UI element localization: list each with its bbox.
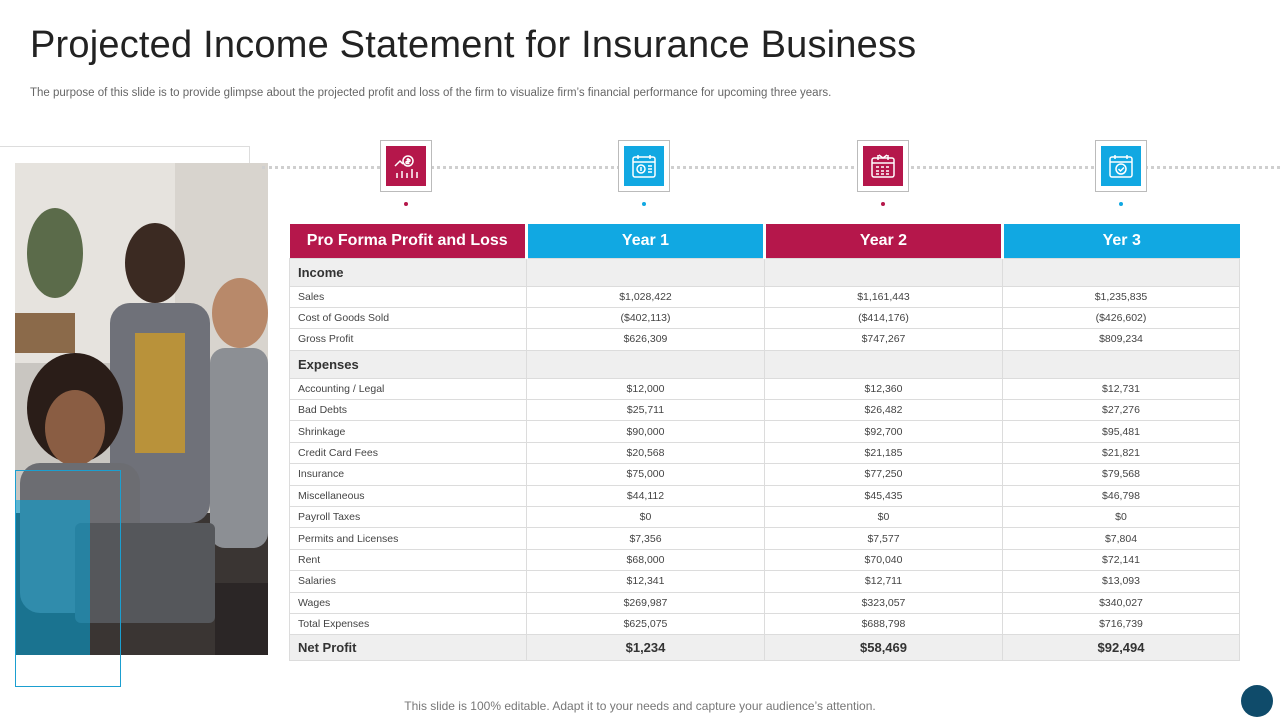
- header-year-3: Yer 3: [1003, 224, 1240, 258]
- timeline-dot-1: [404, 202, 408, 206]
- header-year-1: Year 1: [527, 224, 765, 258]
- timeline-dot-4: [1119, 202, 1123, 206]
- cell-year-2: $323,057: [765, 592, 1003, 613]
- cell-year-1: $12,341: [527, 571, 765, 592]
- cell-year-3: $0: [1003, 507, 1240, 528]
- cell-year-3: $72,141: [1003, 549, 1240, 570]
- table-row: [290, 485, 1240, 506]
- cell-year-1: $1,028,422: [527, 286, 765, 307]
- cell-year-2: $12,711: [765, 571, 1003, 592]
- row-label: Gross Profit: [290, 329, 527, 350]
- cell-year-3: $809,234: [1003, 329, 1240, 350]
- section-label: Expenses: [290, 350, 527, 378]
- table-row: [290, 571, 1240, 592]
- page-title: Projected Income Statement for Insurance Business: [30, 24, 917, 66]
- row-label: Bad Debts: [290, 400, 527, 421]
- cell-year-1: $7,356: [527, 528, 765, 549]
- row-label: Accounting / Legal: [290, 378, 527, 399]
- net-profit-label: Net Profit: [290, 635, 527, 661]
- table-row: [290, 400, 1240, 421]
- profit-loss-table: [289, 224, 1240, 661]
- table-row: [290, 464, 1240, 485]
- photo-accent-frame: [15, 470, 121, 687]
- row-label: Salaries: [290, 571, 527, 592]
- table-row: [290, 507, 1240, 528]
- row-label: Insurance: [290, 464, 527, 485]
- cell-year-2: $747,267: [765, 329, 1003, 350]
- table-row: [290, 442, 1240, 463]
- cell-year-1: $12,000: [527, 378, 765, 399]
- table-row: [290, 528, 1240, 549]
- cell-year-3: $340,027: [1003, 592, 1240, 613]
- cell-year-1: $0: [527, 507, 765, 528]
- cell-year-1: $68,000: [527, 549, 765, 570]
- net-profit-year-2: $58,469: [765, 635, 1003, 661]
- cell-year-3: $79,568: [1003, 464, 1240, 485]
- net-profit-row: [290, 635, 1240, 661]
- timeline-dot-2: [642, 202, 646, 206]
- cell-year-1: $20,568: [527, 442, 765, 463]
- row-label: Credit Card Fees: [290, 442, 527, 463]
- table-row: [290, 286, 1240, 307]
- table-row: [290, 307, 1240, 328]
- cell-year-1: $90,000: [527, 421, 765, 442]
- row-label: Rent: [290, 549, 527, 570]
- row-label: Shrinkage: [290, 421, 527, 442]
- icon-box-3: [857, 140, 909, 192]
- section-label: Income: [290, 258, 527, 286]
- money-growth-icon: [386, 146, 426, 186]
- cell-year-3: $46,798: [1003, 485, 1240, 506]
- cell-year-2: $70,040: [765, 549, 1003, 570]
- row-label: Payroll Taxes: [290, 507, 527, 528]
- cell-year-2: ($414,176): [765, 307, 1003, 328]
- cell-year-3: $21,821: [1003, 442, 1240, 463]
- table-row: [290, 592, 1240, 613]
- header-pro-forma: Pro Forma Profit and Loss: [290, 224, 527, 258]
- table-row: [290, 421, 1240, 442]
- icon-box-4: [1095, 140, 1147, 192]
- table-row: [290, 549, 1240, 570]
- cell-year-2: $688,798: [765, 613, 1003, 634]
- row-label: Cost of Goods Sold: [290, 307, 527, 328]
- table-row: [290, 378, 1240, 399]
- icon-box-1: [380, 140, 432, 192]
- page-subtitle: The purpose of this slide is to provide glimpse about the projected profit and loss of the firm to visualize firm’s financial performance for upcoming three years.: [30, 87, 832, 99]
- cell-year-1: $269,987: [527, 592, 765, 613]
- cell-year-1: $25,711: [527, 400, 765, 421]
- cell-year-2: $12,360: [765, 378, 1003, 399]
- calendar-grid-icon: [863, 146, 903, 186]
- cell-year-2: $77,250: [765, 464, 1003, 485]
- net-profit-year-1: $1,234: [527, 635, 765, 661]
- row-label: Wages: [290, 592, 527, 613]
- net-profit-year-3: $92,494: [1003, 635, 1240, 661]
- footer-note: This slide is 100% editable. Adapt it to your needs and capture your audience’s attention.: [404, 699, 876, 713]
- section-row-expenses: [290, 350, 1240, 378]
- cell-year-2: $0: [765, 507, 1003, 528]
- cell-year-2: $92,700: [765, 421, 1003, 442]
- table-header-row: [290, 224, 1240, 258]
- cell-year-1: $75,000: [527, 464, 765, 485]
- cell-year-3: $13,093: [1003, 571, 1240, 592]
- cell-year-3: $12,731: [1003, 378, 1240, 399]
- cell-year-2: $21,185: [765, 442, 1003, 463]
- cell-year-3: $1,235,835: [1003, 286, 1240, 307]
- row-label: Miscellaneous: [290, 485, 527, 506]
- cell-year-1: $44,112: [527, 485, 765, 506]
- cell-year-3: $27,276: [1003, 400, 1240, 421]
- calendar-check-icon: [1101, 146, 1141, 186]
- cell-year-1: ($402,113): [527, 307, 765, 328]
- cell-year-2: $7,577: [765, 528, 1003, 549]
- row-label: Permits and Licenses: [290, 528, 527, 549]
- cell-year-3: $95,481: [1003, 421, 1240, 442]
- section-row-income: [290, 258, 1240, 286]
- cell-year-1: $625,075: [527, 613, 765, 634]
- cell-year-1: $626,309: [527, 329, 765, 350]
- timeline-dot-3: [881, 202, 885, 206]
- calendar-dollar-icon: [624, 146, 664, 186]
- row-label: Total Expenses: [290, 613, 527, 634]
- cell-year-2: $1,161,443: [765, 286, 1003, 307]
- cell-year-3: ($426,602): [1003, 307, 1240, 328]
- cell-year-2: $45,435: [765, 485, 1003, 506]
- header-year-2: Year 2: [765, 224, 1003, 258]
- corner-dot: [1241, 685, 1273, 717]
- cell-year-3: $716,739: [1003, 613, 1240, 634]
- table-row: [290, 329, 1240, 350]
- table-row: [290, 613, 1240, 634]
- icon-box-2: [618, 140, 670, 192]
- cell-year-2: $26,482: [765, 400, 1003, 421]
- row-label: Sales: [290, 286, 527, 307]
- cell-year-3: $7,804: [1003, 528, 1240, 549]
